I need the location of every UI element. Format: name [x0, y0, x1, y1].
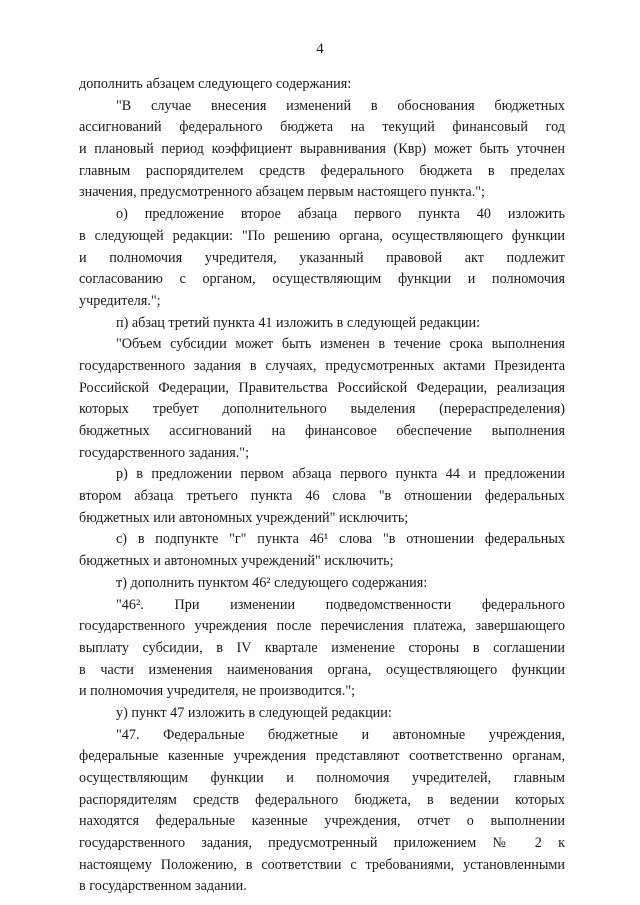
text-line: "46². При изменении подведомственности федерального [116, 596, 565, 613]
text-line: и плановый период коэффициент выравнивания (Квр) может быть уточнен [79, 141, 565, 158]
text-line: в государственном задании. [79, 878, 247, 895]
page-number: 4 [316, 41, 324, 57]
text-line: "Объем субсидии может быть изменен в течение срока выполнения [116, 336, 565, 353]
text-line: дополнить абзацем следующего содержания: [79, 76, 352, 92]
text-line: осуществляющим функции и полномочия учредителей, главным [79, 770, 565, 786]
text-line: у) пункт 47 изложить в следующей редакции: [116, 704, 392, 721]
text-line: настоящему Положению, в соответствии с требованиями, установленными [79, 856, 565, 873]
text-line: втором абзаца третьего пункта 46 слова "в отношении федеральных [79, 488, 565, 505]
text-line: федеральные казенные учреждения представляют соответственно органам, [79, 748, 565, 765]
text-line: государственного задания, предусмотренный приложением № 2 к [79, 835, 565, 852]
text-line: "47. Федеральные бюджетные и автономные учреждения, [116, 726, 565, 743]
text-line: бюджетных и автономных учреждений" исключить; [79, 553, 394, 570]
text-line: ассигнований федерального бюджета на текущий финансовый год [79, 119, 565, 136]
text-line: о) предложение второе абзаца первого пункта 40 изложить [116, 206, 565, 223]
text-line: согласованию с органом, осуществляющим функции и полномочия [79, 271, 565, 288]
text-line: Российской Федерации, Правительства Российской Федерации, реализация [79, 379, 565, 396]
document-body [79, 74, 565, 898]
text-line: значения, предусмотренного абзацем первым настоящего пункта."; [79, 184, 485, 201]
text-line: находятся федеральные казенные учреждения, отчет о выполнении [79, 813, 565, 830]
text-line: т) дополнить пунктом 46² следующего содержания: [116, 574, 428, 591]
text-line: р) в предложении первом абзаца первого пункта 44 и предложении [116, 466, 565, 483]
text-line: выплату субсидии, в IV квартале изменение стороны в соглашении [79, 639, 565, 656]
text-line: государственного задания в случаях, предусмотренных актами Президента [79, 357, 565, 374]
text-line: главным распорядителем средств федерального бюджета в пределах [79, 162, 565, 179]
text-line: учредителя."; [79, 292, 161, 309]
text-line: бюджетных или автономных учреждений" исключить; [79, 509, 409, 526]
text-line: государственного задания."; [79, 444, 250, 461]
text-line: в следующей редакции: "По решению органа, осуществляющего функции [79, 227, 565, 244]
text-line: которых требует дополнительного выделения (перераспределения) [79, 401, 565, 418]
text-line: с) в подпункте "г" пункта 46¹ слова "в отношении федеральных [116, 531, 565, 548]
text-line: государственного учреждения после перечисления платежа, завершающего [79, 618, 565, 635]
text-line: п) абзац третий пункта 41 изложить в следующей редакции: [116, 314, 481, 331]
text-line: и полномочия учредителя, указанный правовой акт подлежит [79, 249, 565, 266]
text-line: распорядителям средств федерального бюджета, в ведении которых [79, 791, 565, 808]
text-line: бюджетных ассигнований на финансовое обеспечение выполнения [79, 423, 565, 439]
text-line: и полномочия учредителя, не производится."; [79, 683, 356, 700]
text-line: "В случае внесения изменений в обоснования бюджетных [116, 97, 565, 114]
text-line: в части изменения наименования органа, осуществляющего функции [79, 661, 565, 678]
